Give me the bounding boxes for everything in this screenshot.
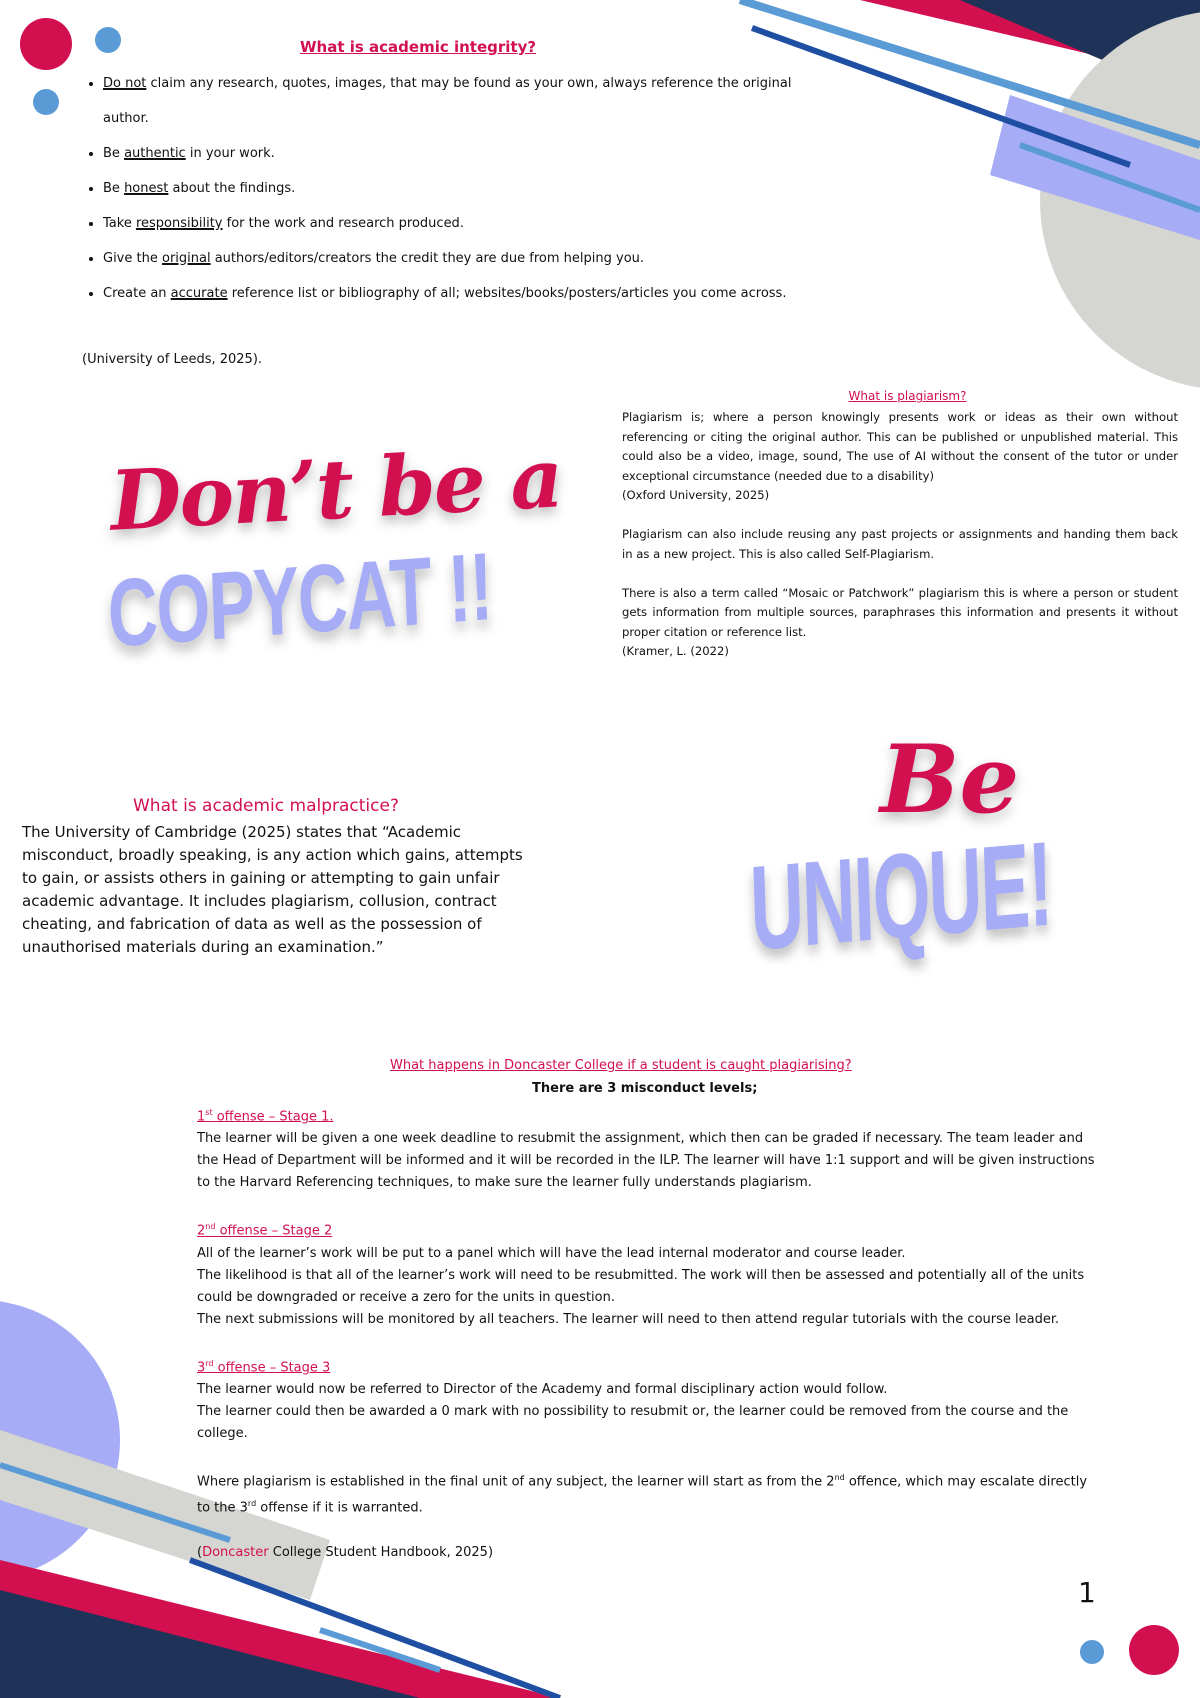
stage-2-line: All of the learner’s work will be put to a panel which will have the lead internal moderator and course leader. [197, 1245, 906, 1261]
stage-2-line: The likelihood is that all of the learner’s work will need to be resubmitted. The work will then be assessed and potentially all of the units could be downgraded or receive a zero for the units in question. [197, 1267, 1085, 1305]
integrity-list [75, 66, 793, 311]
stage-3-heading: 3rd offense – Stage 3 [197, 1358, 331, 1375]
blue-dot-bottom-right [1080, 1640, 1104, 1664]
malpractice-text: The University of Cambridge (2025) states that “Academic misconduct, broadly speaking, is any action which gains, attempts to gain, or assists others in gaining or attempting to gain unfair academic advantage. It includes plagiarism, collusion, contract cheating, and fabrication of data as well as the possession of unauthorised materials during an examination.” [22, 823, 523, 956]
final-unit-note: Where plagiarism is established in the final unit of any subject, the learner will start as from the 2nd offence, which may escalate directly to the 3rd offense if it is warranted. [197, 1472, 1088, 1516]
stage-2-line: The next submissions will be monitored by all teachers. The learner will need to then attend regular tutorials with the course leader. [197, 1311, 1060, 1327]
list-item: • Take responsibility for the work and research produced. [103, 206, 793, 241]
list-item: • Be authentic in your work. [103, 136, 793, 171]
stage-1-heading: 1st offense – Stage 1. [197, 1108, 334, 1125]
doncaster-heading: What happens in Doncaster College if a student is caught plagiarising? [390, 1058, 852, 1073]
plagiarism-citation-oxford: (Oxford University, 2025) [622, 488, 770, 502]
plagiarism-heading: What is plagiarism? [848, 389, 967, 403]
slogan-be: Be [880, 725, 1020, 835]
malpractice-heading: What is academic malpractice? [133, 796, 399, 816]
plagiarism-citation-kramer: (Kramer, L. (2022) [622, 644, 729, 658]
stage-2-heading: 2nd offense – Stage 2 [197, 1222, 333, 1239]
misconduct-levels: There are 3 misconduct levels; [532, 1081, 758, 1096]
page-number: 1 [1078, 1576, 1096, 1609]
handbook-citation: (Doncaster College Student Handbook, 2025) [197, 1544, 494, 1560]
pink-dot-decoration [20, 18, 72, 70]
stage-3-line: The learner could then be awarded a 0 mark with no possibility to resubmit or, the learner could be removed from the course and the college. [197, 1403, 1069, 1441]
blue-dot-decoration-2 [33, 89, 59, 115]
list-item: • Do not claim any research, quotes, images, that may be found as your own, always reference the original author. [103, 66, 793, 136]
misconduct-stages [197, 1102, 1097, 1564]
plagiarism-text: Plagiarism is; where a person knowingly presents work or ideas as their own without referencing or citing the original author. This can be published or unpublished material. This could also be a video, image, sound, The use of AI without the consent of the tutor or under exceptional circumstance (needed due to a disability) (Oxford University, 2025) Plagiarism can also include reusing any past projects or assignments and handing them back in as a new project. This is also called Self-Plagiarism. There is also a term called “Mosaic or Patchwork” plagiarism this is where a person or student gets information from multiple sources, paraphrases this information and presents it without proper citation or reference list. (Kramer, L. (2022) [622, 410, 1178, 658]
integrity-citation: (University of Leeds, 2025). [82, 352, 263, 367]
slogan-dont-be-a: Don’t be a [107, 430, 564, 550]
stage-1-text: The learner will be given a one week deadline to resubmit the assignment, which then can be graded if necessary. The team leader and the Head of Department will be informed and it will be recorded in the ILP. The learner will have 1:1 support and will be given instructions to the Harvard Referencing techniques, to make sure the learner fully understands plagiarism. [197, 1131, 1095, 1191]
slogan-unique: UNIQUE! [748, 816, 1054, 976]
stage-3-line: The learner would now be referred to Director of the Academy and formal disciplinary action would follow. [197, 1381, 888, 1397]
list-item: • Be honest about the findings. [103, 171, 793, 206]
list-item: • Give the original authors/editors/creators the credit they are due from helping you. [103, 241, 793, 276]
blue-dot-decoration [95, 27, 121, 53]
slogan-copycat: COPYCAT !! [106, 533, 494, 668]
integrity-heading: What is academic integrity? [300, 38, 537, 56]
pink-dot-bottom-right [1129, 1625, 1179, 1675]
list-item: • Create an accurate reference list or bibliography of all; websites/books/posters/articles you come across. [103, 276, 793, 311]
